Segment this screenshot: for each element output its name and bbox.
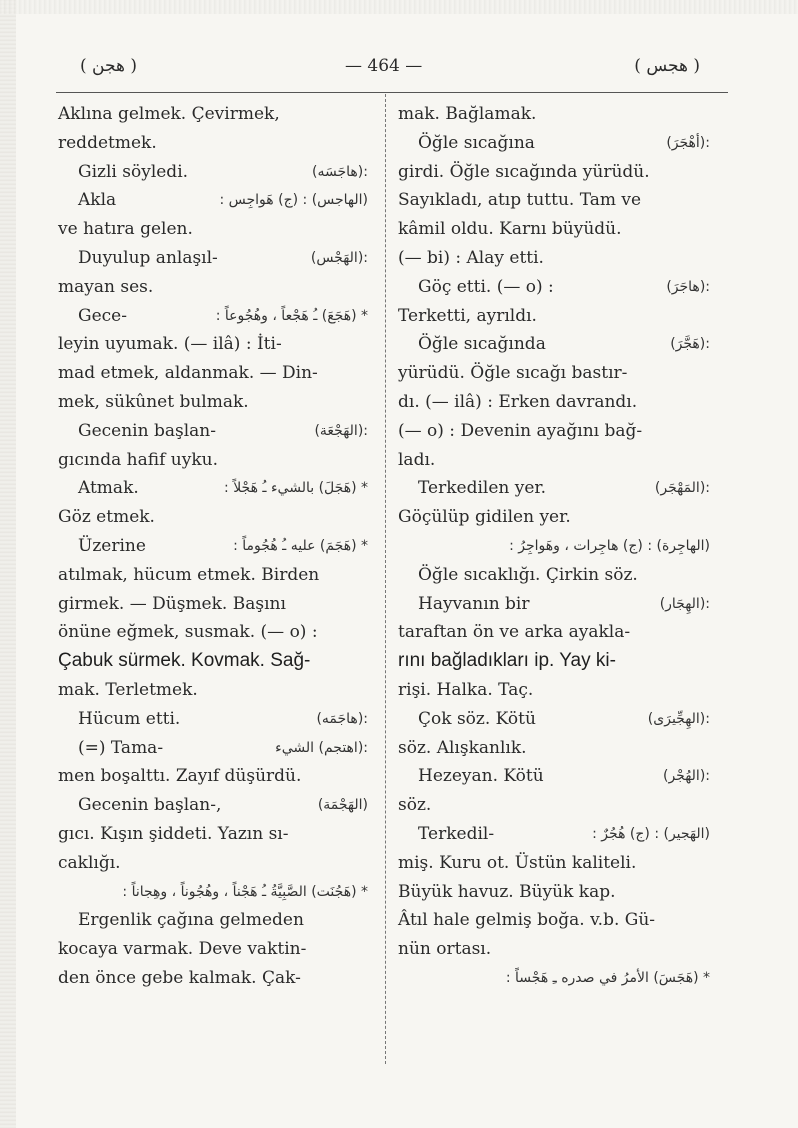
dictionary-line xyxy=(398,906,710,935)
arabic-headword: :(اهتجم) الشيء xyxy=(275,739,368,756)
definition-text: taraftan ön ve arka ayakla- xyxy=(398,622,631,643)
dictionary-line xyxy=(58,215,368,244)
definition-text: atılmak, hücum etmek. Birden xyxy=(58,564,320,585)
right-column xyxy=(398,100,710,993)
dictionary-line xyxy=(58,647,368,676)
arabic-headword: :(الهُجْر) xyxy=(662,768,710,785)
dictionary-line xyxy=(58,906,368,935)
left-column xyxy=(58,100,368,993)
dictionary-line xyxy=(398,561,710,590)
dictionary-line xyxy=(398,302,710,331)
dictionary-line xyxy=(58,762,368,791)
page-top-edge-shadow xyxy=(0,0,798,14)
dictionary-line xyxy=(398,417,710,446)
definition-text: ve hatıra gelen. xyxy=(58,219,193,240)
definition-text: kocaya varmak. Deve vaktin- xyxy=(58,939,307,960)
arabic-headword: * (هَجَمَ) عليه ـُ هُجُوماً : xyxy=(233,537,368,554)
dictionary-line xyxy=(58,676,368,705)
definition-text: miş. Kuru ot. Üstün kaliteli. xyxy=(398,852,637,873)
dictionary-line xyxy=(398,215,710,244)
definition-text: Âtıl hale gelmiş boğa. v.b. Gü- xyxy=(398,910,656,931)
definition-text: Hayvanın bir xyxy=(418,593,530,614)
dictionary-line xyxy=(398,849,710,878)
definition-text: kâmil oldu. Karnı büyüdü. xyxy=(398,219,622,240)
dictionary-line xyxy=(398,388,710,417)
definition-text: Terketti, ayrıldı. xyxy=(398,305,537,326)
definition-text: Terkedilen yer. xyxy=(418,478,547,499)
page-edge-shadow xyxy=(0,0,16,1128)
dictionary-line xyxy=(398,676,710,705)
arabic-headword: (الهَجْمَة) xyxy=(317,797,368,814)
dictionary-line xyxy=(58,388,368,417)
dictionary-line xyxy=(398,705,710,734)
dictionary-line xyxy=(398,273,710,302)
arabic-headword: * (هَجَعَ) ـُ هَجْعاً ، وهُجُوعاً : xyxy=(215,307,368,324)
dictionary-line xyxy=(58,359,368,388)
dictionary-line xyxy=(398,820,710,849)
dictionary-line xyxy=(58,705,368,734)
definition-text: Öğle sıcağına xyxy=(418,132,535,153)
dictionary-line xyxy=(58,820,368,849)
arabic-headword: :(الهَجْس) xyxy=(310,249,368,266)
definition-text: mek, sükûnet bulmak. xyxy=(58,391,249,412)
arabic-headword: (الهاجس) : (ج) هَواجِس : xyxy=(219,192,368,209)
definition-text: yürüdü. Öğle sıcağı bastır- xyxy=(398,363,628,384)
dictionary-line xyxy=(398,762,710,791)
dictionary-line xyxy=(58,849,368,878)
dictionary-line xyxy=(58,503,368,532)
dictionary-line xyxy=(58,330,368,359)
definition-text: den önce gebe kalmak. Çak- xyxy=(58,967,301,988)
dictionary-line xyxy=(398,647,710,676)
definition-text: Göç etti. (— o) : xyxy=(418,276,554,297)
dictionary-line xyxy=(58,244,368,273)
definition-text: Gecenin başlan- xyxy=(78,420,216,441)
definition-text: mak. Bağlamak. xyxy=(398,104,537,124)
dictionary-line xyxy=(398,964,710,993)
header-rule xyxy=(56,92,728,93)
definition-text: dı. (— ilâ) : Erken davrandı. xyxy=(398,391,638,412)
dictionary-line xyxy=(58,158,368,187)
definition-text: Gecenin başlan-, xyxy=(78,795,222,816)
dictionary-line xyxy=(398,186,710,215)
definition-text: söz. xyxy=(398,795,432,816)
definition-text: Öğle sıcağında xyxy=(418,334,546,355)
dictionary-line xyxy=(58,186,368,215)
page-header xyxy=(80,56,700,86)
dictionary-line xyxy=(58,273,368,302)
definition-text: Öğle sıcaklığı. Çirkin söz. xyxy=(418,564,638,585)
definition-text: ladı. xyxy=(398,449,436,470)
arabic-headword: :(أهْجَرَ) xyxy=(666,134,710,151)
definition-text: Aklına gelmek. Çevirmek, xyxy=(58,104,280,124)
definition-text: reddetmek. xyxy=(58,132,157,153)
dictionary-line xyxy=(58,618,368,647)
arabic-headword: :(هاجَسَه) xyxy=(312,163,368,180)
definition-text: Hezeyan. Kötü xyxy=(418,766,544,787)
definition-text: Gizli söyledi. xyxy=(78,161,189,182)
dictionary-line xyxy=(398,359,710,388)
definition-text: mak. Terletmek. xyxy=(58,679,198,700)
definition-text: mad etmek, aldanmak. — Din- xyxy=(58,363,318,384)
definition-text: mayan ses. xyxy=(58,276,154,297)
definition-text: Terkedil- xyxy=(418,823,495,844)
dictionary-line xyxy=(398,446,710,475)
definition-text: men boşalttı. Zayıf düşürdü. xyxy=(58,766,302,787)
dictionary-line xyxy=(398,532,710,561)
definition-text: Sayıkladı, atıp tuttu. Tam ve xyxy=(398,190,642,211)
dictionary-line xyxy=(398,100,710,129)
definition-text: Göz etmek. xyxy=(58,507,155,528)
definition-text: (=) Tama- xyxy=(78,737,164,758)
definition-text: Atmak. xyxy=(78,478,139,499)
definition-text: Çok söz. Kötü xyxy=(418,708,536,729)
dictionary-line xyxy=(58,791,368,820)
dictionary-line xyxy=(58,590,368,619)
definition-text: Göçülüp gidilen yer. xyxy=(398,507,571,528)
arabic-headword: * (هَجَلَ) بالشيء ـُ هَجْلاً : xyxy=(224,480,368,497)
arabic-headword: * (هَجُنَت) الصَّبِيَّةُ ـُ هَجْناً ، وهُجُوناً ، وهِجاناً : xyxy=(122,883,368,900)
arabic-headword: :(هاجَرَ) xyxy=(666,278,710,295)
dictionary-line xyxy=(58,964,368,993)
arabic-headword: :(هَجَّرَ) xyxy=(670,336,710,353)
arabic-headword: :(الهِجِّيرَى) xyxy=(647,710,710,727)
dictionary-line xyxy=(398,330,710,359)
definition-text: girmek. — Düşmek. Başını xyxy=(58,593,286,614)
dictionary-line xyxy=(398,158,710,187)
dictionary-line xyxy=(398,935,710,964)
dictionary-line xyxy=(58,446,368,475)
definition-text: Gece- xyxy=(78,305,127,326)
column-divider xyxy=(385,94,387,1064)
dictionary-line xyxy=(58,734,368,763)
definition-text: Çabuk sürmek. Kovmak. Sağ- xyxy=(58,650,311,672)
arabic-headword: :(الهَجْعَة) xyxy=(314,422,368,439)
definition-text: Akla xyxy=(78,190,117,211)
dictionary-line xyxy=(398,590,710,619)
dictionary-line xyxy=(58,474,368,503)
dictionary-line xyxy=(398,503,710,532)
definition-text: gıcı. Kışın şiddeti. Yazın sı- xyxy=(58,823,289,844)
definition-text: Ergenlik çağına gelmeden xyxy=(78,910,304,931)
header-left-root: ( هجن ) xyxy=(80,56,137,76)
definition-text: rişi. Halka. Taç. xyxy=(398,679,534,700)
arabic-headword: :(هاجَمَه) xyxy=(316,710,368,727)
definition-text: caklığı. xyxy=(58,852,121,873)
definition-text: rını bağladıkları ip. Yay ki- xyxy=(398,650,616,672)
dictionary-line xyxy=(58,129,368,158)
definition-text: söz. Alışkanlık. xyxy=(398,737,527,758)
dictionary-line xyxy=(58,417,368,446)
arabic-headword: (الهاجِرة) : (ج) هاجِرات ، وهَواجِرُ : xyxy=(509,537,710,554)
arabic-headword: :(المَهْجَر) xyxy=(654,480,710,497)
definition-text: Büyük havuz. Büyük kap. xyxy=(398,881,616,902)
dictionary-line xyxy=(58,935,368,964)
arabic-headword: (الهَجير) : (ج) هُجُرٌ : xyxy=(592,825,710,842)
definition-text: (— o) : Devenin ayağını bağ- xyxy=(398,420,643,441)
definition-text: önüne eğmek, susmak. (— o) : xyxy=(58,622,318,643)
dictionary-line xyxy=(398,129,710,158)
dictionary-line xyxy=(398,474,710,503)
dictionary-line xyxy=(398,244,710,273)
definition-text: girdi. Öğle sıcağında yürüdü. xyxy=(398,161,650,182)
dictionary-line xyxy=(58,100,368,129)
dictionary-line xyxy=(58,561,368,590)
arabic-headword: * (هَجَسَ) الأمرُ في صدره ـِ هَجْساً : xyxy=(505,969,710,986)
definition-text: (— bi) : Alay etti. xyxy=(398,247,544,268)
definition-text: nün ortası. xyxy=(398,939,492,960)
dictionary-line xyxy=(58,532,368,561)
definition-text: Duyulup anlaşıl- xyxy=(78,247,218,268)
definition-text: Hücum etti. xyxy=(78,708,181,729)
page-number: — 464 — xyxy=(345,56,423,76)
dictionary-line xyxy=(398,878,710,907)
dictionary-line xyxy=(58,878,368,907)
dictionary-line xyxy=(398,734,710,763)
dictionary-line xyxy=(58,302,368,331)
definition-text: leyin uyumak. (— ilâ) : İti- xyxy=(58,334,282,355)
arabic-headword: :(الهِجَار) xyxy=(659,595,710,612)
definition-text: gıcında hafif uyku. xyxy=(58,449,218,470)
dictionary-line xyxy=(398,618,710,647)
dictionary-line xyxy=(398,791,710,820)
definition-text: Üzerine xyxy=(78,535,146,556)
header-right-root: ( هجس ) xyxy=(634,56,700,76)
